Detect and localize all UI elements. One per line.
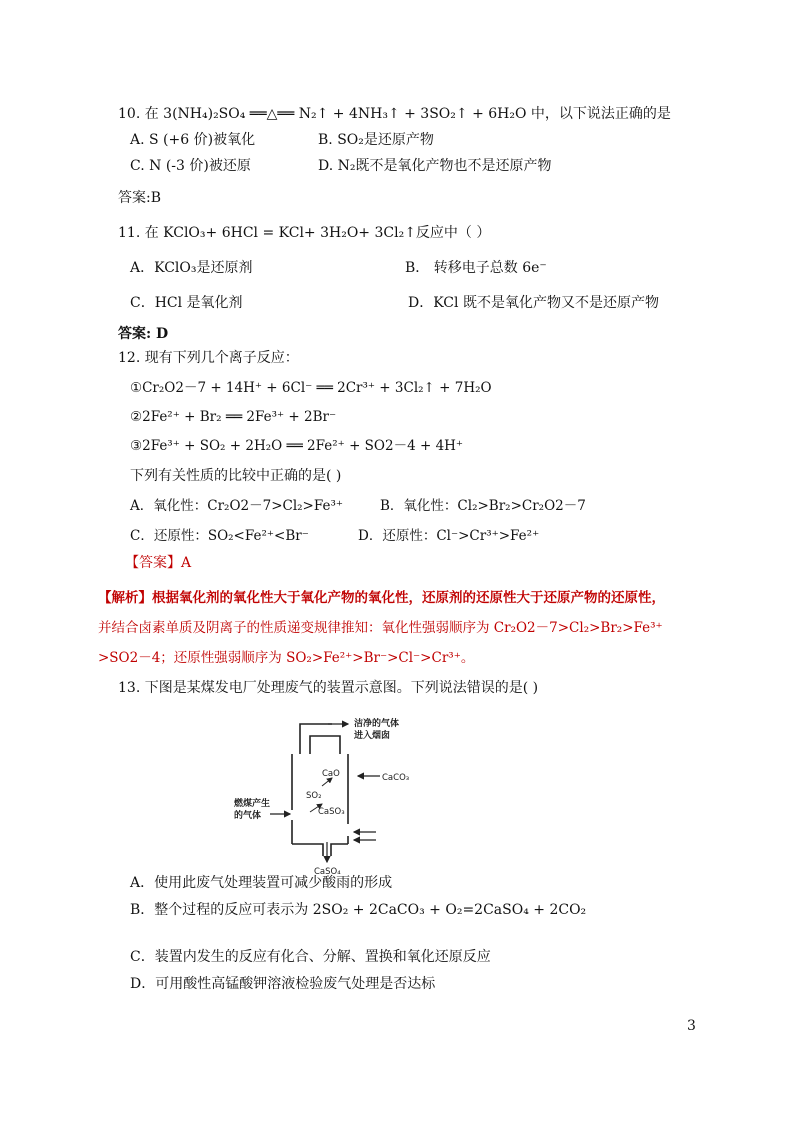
q11-option-c: C．HCl 是氧化剂 xyxy=(130,295,243,311)
vessel-bottom-left xyxy=(292,844,323,856)
q13-option-c: C．装置内发生的反应有化合、分解、置换和氧化还原反应 xyxy=(130,949,491,965)
q11-stem: 11. 在 KClO₃+ 6HCl = KCl+ 3H₂O+ 3Cl₂↑反应中（ ） xyxy=(118,225,491,241)
q12-explanation-line-1: 【解析】根据氧化剂的氧化性大于氧化产物的氧化性，还原剂的还原性大于还原产物的还原性， xyxy=(98,590,665,606)
q12-answer: 【答案】A xyxy=(125,555,192,571)
label-caso4: CaSO₄ xyxy=(314,867,341,874)
q11-answer: 答案: D xyxy=(118,326,169,342)
q13-stem: 13. 下图是某煤发电厂处理废气的装置示意图。下列说法错误的是( ) xyxy=(118,680,539,696)
label-caso3: CaSO₃ xyxy=(318,807,345,817)
label-coal-gas-1: 燃煤产生 xyxy=(234,799,271,809)
label-caco3: CaCO₃ xyxy=(382,773,410,783)
q12-option-b: B．氧化性：Cl₂>Br₂>Cr₂O2－7 xyxy=(380,498,586,514)
q10-stem: 10. 在 3(NH₄)₂SO₄ ══△══ N₂↑ + 4NH₃↑ + 3SO₂↑ + 6H₂O 中，以下说法正确的是 xyxy=(118,106,671,122)
outlet-pipe-outer xyxy=(300,724,332,754)
q12-option-c: C．还原性：SO₂<Fe²⁺<Br⁻ xyxy=(130,528,309,544)
label-coal-gas-2: 的气体 xyxy=(234,811,262,821)
q13-option-a: A．使用此废气处理装置可减少酸雨的形成 xyxy=(130,875,393,891)
q12-explanation-line-3: >SO2－4；还原性强弱顺序为 SO₂>Fe²⁺>Br⁻>Cl⁻>Cr³⁺。 xyxy=(98,650,475,666)
q11-option-d: D．KCl 既不是氧化产物又不是还原产物 xyxy=(408,295,659,311)
outlet-pipe-inner xyxy=(310,736,340,754)
vessel-bottom-right xyxy=(331,844,348,856)
cao-arrow xyxy=(322,778,332,786)
q12-question: 下列有关性质的比较中正确的是( ) xyxy=(130,468,342,484)
q10-answer: 答案:B xyxy=(118,190,162,206)
q13-option-d: D．可用酸性高锰酸钾溶液检验废气处理是否达标 xyxy=(130,976,436,992)
page-number: 3 xyxy=(687,1018,696,1034)
q10-option-c: C. N (-3 价)被还原 xyxy=(130,158,251,174)
q10-option-b: B. SO₂是还原产物 xyxy=(318,132,434,148)
label-clean-gas-1: 洁净的气体 xyxy=(354,719,400,729)
q12-explanation-line-2: 并结合卤素单质及阴离子的性质递变规律推知：氧化性强弱顺序为 Cr₂O2－7>Cl₂>Br₂>Fe³⁺ xyxy=(98,620,663,636)
label-clean-gas-2: 进入烟囱 xyxy=(354,731,391,741)
label-cao: CaO xyxy=(322,769,340,779)
q12-stem: 12. 现有下列几个离子反应： xyxy=(118,350,299,366)
label-so2: SO₂ xyxy=(306,791,322,801)
q13-option-b: B．整个过程的反应可表示为 2SO₂ + 2CaCO₃ + O₂=2CaSO₄ + 2CO₂ xyxy=(130,902,587,918)
q11-option-b: B． 转移电子总数 6e⁻ xyxy=(405,260,547,276)
q12-option-d: D．还原性：Cl⁻>Cr³⁺>Fe²⁺ xyxy=(358,528,540,544)
q12-option-a: A．氧化性：Cr₂O2－7>Cl₂>Fe³⁺ xyxy=(130,498,344,514)
q12-reaction-1: ①Cr₂O2－7 + 14H⁺ + 6Cl⁻ ══ 2Cr³⁺ + 3Cl₂↑ + 7H₂O xyxy=(130,380,492,396)
q12-reaction-3: ③2Fe³⁺ + SO₂ + 2H₂O ══ 2Fe²⁺ + SO2－4 + 4H⁺ xyxy=(130,438,464,454)
q10-option-d: D. N₂既不是氧化产物也不是还原产物 xyxy=(318,158,552,174)
q10-option-a: A. S (+6 价)被氧化 xyxy=(130,132,256,148)
q11-option-a: A．KClO₃是还原剂 xyxy=(130,260,253,276)
q12-reaction-2: ②2Fe²⁺ + Br₂ ══ 2Fe³⁺ + 2Br⁻ xyxy=(130,409,337,425)
flue-gas-treatment-diagram xyxy=(230,714,420,874)
